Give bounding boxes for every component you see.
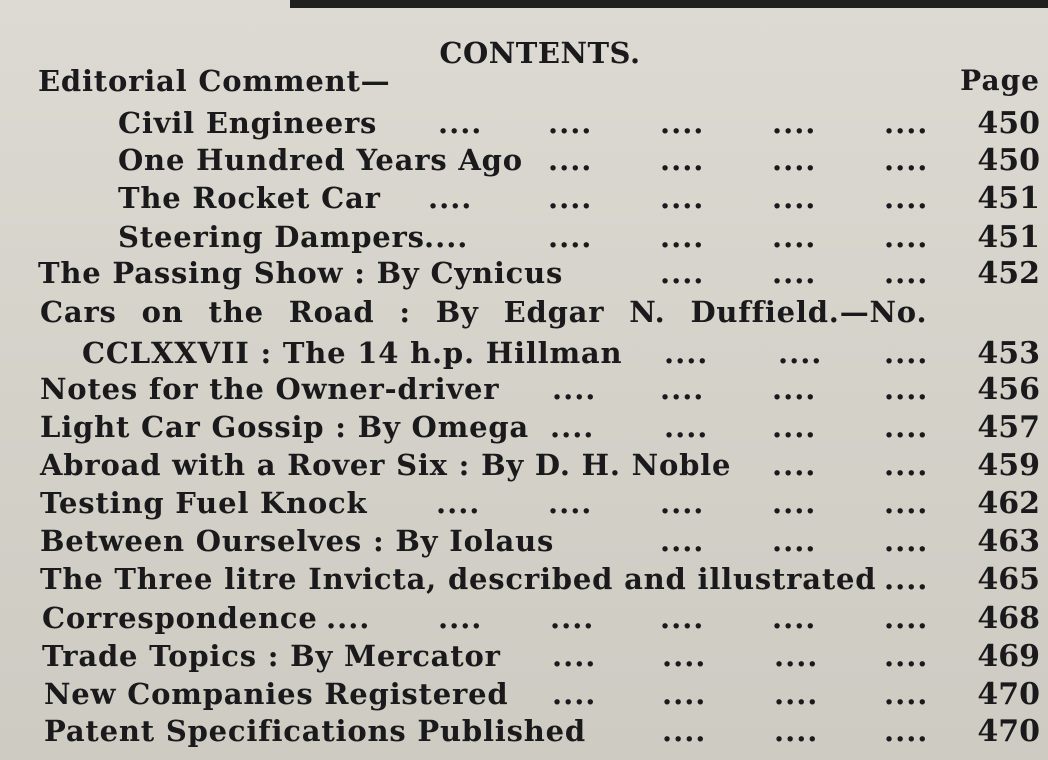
leader-dots: .... [660, 601, 705, 635]
leader-dots: .... [552, 372, 597, 406]
leader-dots: .... [664, 410, 709, 444]
toc-entry [0, 562, 1048, 599]
toc-entry-page: 453 [977, 336, 1040, 371]
editorial-heading: Editorial Comment— [38, 64, 391, 98]
leader-dots: .... [660, 486, 705, 520]
toc-entry [0, 714, 1048, 751]
leader-dots: .... [326, 601, 371, 635]
page-column-label: Page [960, 64, 1040, 97]
leader-dots: .... [884, 714, 929, 748]
leader-dots: .... [660, 372, 705, 406]
leader-dots: .... [884, 562, 929, 596]
leader-dots: .... [548, 220, 593, 254]
leader-dots: .... [772, 220, 817, 254]
leader-dots: .... [884, 677, 929, 711]
leader-dots: .... [438, 106, 483, 140]
toc-entry-title: Correspondence [42, 601, 318, 635]
toc-entry-title: Abroad with a Rover Six : By D. H. Noble [40, 448, 732, 482]
toc-entry-title: Between Ourselves : By Iolaus [40, 524, 555, 558]
toc-entry-page: 462 [977, 486, 1040, 521]
toc-entry-title: CCLXXVII : The 14 h.p. Hillman [82, 336, 623, 370]
toc-entry-title: Light Car Gossip : By Omega [40, 410, 529, 444]
toc-entry [0, 181, 1048, 218]
toc-entry [0, 410, 1048, 447]
leader-dots: .... [772, 601, 817, 635]
leader-dots: .... [884, 106, 929, 140]
leader-dots: .... [772, 143, 817, 177]
leader-dots: .... [552, 677, 597, 711]
toc-entry [0, 639, 1048, 676]
toc-entry [0, 295, 1048, 332]
toc-entry-page: 470 [977, 714, 1040, 749]
leader-dots: .... [778, 336, 823, 370]
toc-entry-page: 451 [977, 220, 1040, 255]
editorial-heading-line [0, 64, 1048, 101]
leader-dots: .... [662, 714, 707, 748]
toc-entry [0, 677, 1048, 714]
toc-entry-title: The Three litre Invicta, described and illustrated [40, 562, 877, 596]
leader-dots: .... [662, 677, 707, 711]
leader-dots: .... [428, 181, 473, 215]
leader-dots: .... [884, 601, 929, 635]
toc-entry-page: 459 [977, 448, 1040, 483]
toc-entry-title: Testing Fuel Knock [40, 486, 368, 520]
leader-dots: .... [548, 486, 593, 520]
leader-dots: .... [424, 220, 469, 254]
toc-entry [0, 448, 1048, 485]
leader-dots: .... [884, 524, 929, 558]
toc-entry-page: 451 [977, 181, 1040, 216]
toc-entry-page: 470 [977, 677, 1040, 712]
leader-dots: .... [772, 372, 817, 406]
leader-dots: .... [884, 372, 929, 406]
toc-entry-title: Cars on the Road : By Edgar N. Duffield.—No. [40, 295, 928, 329]
toc-entry [0, 220, 1048, 257]
toc-entry [0, 601, 1048, 638]
leader-dots: .... [772, 181, 817, 215]
leader-dots: .... [884, 336, 929, 370]
leader-dots: .... [884, 486, 929, 520]
top-edge-band [290, 0, 1048, 8]
toc-entry-title: New Companies Registered [44, 677, 509, 711]
leader-dots: .... [548, 181, 593, 215]
toc-entry-page: 456 [977, 372, 1040, 407]
toc-entry-page: 457 [977, 410, 1040, 445]
toc-entry [0, 524, 1048, 561]
leader-dots: .... [774, 714, 819, 748]
leader-dots: .... [660, 106, 705, 140]
leader-dots: .... [436, 486, 481, 520]
leader-dots: .... [884, 220, 929, 254]
leader-dots: .... [550, 601, 595, 635]
leader-dots: .... [772, 524, 817, 558]
leader-dots: .... [774, 677, 819, 711]
leader-dots: .... [884, 639, 929, 673]
toc-entry-page: 450 [977, 106, 1040, 141]
toc-entry-title: Trade Topics : By Mercator [42, 639, 501, 673]
contents-heading: CONTENTS. [439, 36, 641, 70]
leader-dots: .... [548, 106, 593, 140]
toc-entry [0, 256, 1048, 293]
leader-dots: .... [662, 639, 707, 673]
leader-dots: .... [660, 256, 705, 290]
toc-entry-page: 465 [977, 562, 1040, 597]
toc-entry [0, 372, 1048, 409]
leader-dots: .... [660, 181, 705, 215]
leader-dots: .... [772, 256, 817, 290]
leader-dots: .... [660, 220, 705, 254]
leader-dots: .... [772, 410, 817, 444]
leader-dots: .... [552, 639, 597, 673]
leader-dots: .... [774, 639, 819, 673]
leader-dots: .... [884, 181, 929, 215]
toc-entry-title: One Hundred Years Ago [118, 143, 523, 177]
toc-entry [0, 336, 1048, 373]
toc-entry-page: 452 [977, 256, 1040, 291]
leader-dots: .... [550, 410, 595, 444]
toc-entry-page: 463 [977, 524, 1040, 559]
leader-dots: .... [438, 601, 483, 635]
toc-entry [0, 106, 1048, 143]
leader-dots: .... [548, 143, 593, 177]
leader-dots: .... [772, 448, 817, 482]
leader-dots: .... [664, 336, 709, 370]
toc-entry-title: The Passing Show : By Cynicus [38, 256, 564, 290]
toc-entry-title: The Rocket Car [118, 181, 381, 215]
toc-entry-page: 468 [977, 601, 1040, 636]
leader-dots: .... [884, 143, 929, 177]
leader-dots: .... [772, 106, 817, 140]
toc-entry-title: Patent Specifications Published [44, 714, 586, 748]
leader-dots: .... [660, 524, 705, 558]
leader-dots: .... [884, 256, 929, 290]
toc-entry-title: Notes for the Owner-driver [40, 372, 500, 406]
toc-entry [0, 143, 1048, 180]
toc-entry-page: 450 [977, 143, 1040, 178]
leader-dots: .... [884, 410, 929, 444]
leader-dots: .... [660, 143, 705, 177]
toc-entry-page: 469 [977, 639, 1040, 674]
leader-dots: .... [772, 486, 817, 520]
toc-entry-title: Steering Dampers [118, 220, 425, 254]
toc-entry [0, 486, 1048, 523]
toc-entry-title: Civil Engineers [118, 106, 378, 140]
leader-dots: .... [884, 448, 929, 482]
